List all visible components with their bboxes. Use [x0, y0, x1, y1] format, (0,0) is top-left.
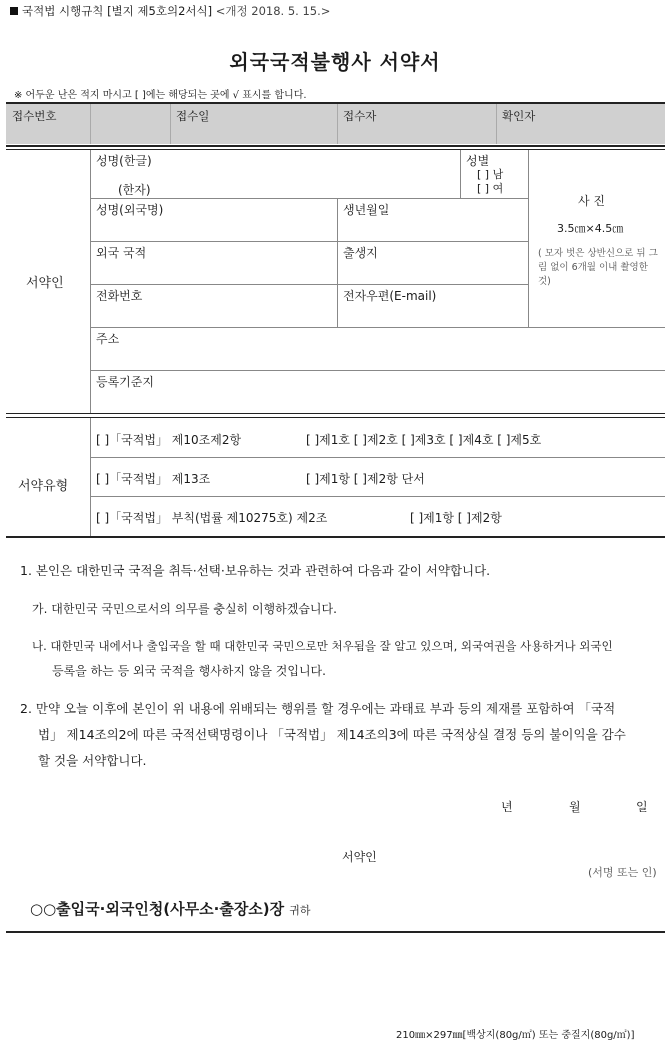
registry-label: 등록기준지: [96, 375, 154, 389]
date-year-label: 년: [501, 800, 513, 814]
birthplace-label: 출생지: [343, 246, 378, 260]
sex-female-checkbox[interactable]: [ ] 여: [477, 182, 504, 195]
square-bullet-icon: [10, 7, 18, 15]
divider: [337, 104, 338, 144]
divider: [90, 104, 91, 144]
honorific: 귀하: [289, 904, 311, 917]
row-line: [90, 370, 665, 371]
confirmer-label: 확인자: [502, 109, 536, 123]
name-korean-label: 성명(한글): [96, 154, 152, 168]
rule: [6, 536, 665, 538]
divider: [460, 150, 461, 198]
name-foreign-label: 성명(외국명): [96, 203, 164, 217]
pledge-type-section-label: 서약유형: [18, 479, 69, 494]
divider: [170, 104, 171, 144]
photo-title: 사 진: [578, 194, 605, 208]
sex-male-checkbox[interactable]: [ ] 남: [477, 168, 504, 181]
row-line: [90, 198, 528, 199]
receipt-row: [6, 102, 665, 144]
foreign-nationality-label: 외국 국적: [96, 246, 147, 260]
divider: [528, 150, 529, 327]
form-title: 외국국적불행사 서약서: [229, 50, 441, 74]
sex-label: 성별: [466, 154, 490, 168]
pledge-type-options-2[interactable]: [ ]제1항 [ ]제2항 단서: [306, 472, 425, 486]
row-line: [90, 327, 665, 328]
signature-label: 서약인: [342, 850, 377, 864]
row-line: [90, 284, 528, 285]
pledge-type-article-3[interactable]: [ ]「국적법」 부칙(법률 제10275호) 제2조: [96, 511, 328, 525]
signature-note: (서명 또는 인): [588, 866, 657, 879]
pledgor-section-label: 서약인: [26, 276, 64, 291]
statement-1a: 가. 대한민국 국민으로서의 의무를 충실히 이행하겠습니다.: [32, 602, 337, 616]
pledge-type-options-1[interactable]: [ ]제1호 [ ]제2호 [ ]제3호 [ ]제4호 [ ]제5호: [306, 433, 542, 447]
rule-bottom: [6, 931, 665, 933]
receiver-label: 접수자: [343, 109, 377, 123]
pledge-type-article-2[interactable]: [ ]「국적법」 제13조: [96, 472, 211, 486]
date-month-label: 월: [569, 800, 581, 814]
row-line: [90, 496, 665, 497]
birthdate-label: 생년월일: [343, 203, 390, 217]
rule: [6, 145, 665, 147]
paper-spec: 210㎜×297㎜[백상지(80g/㎡) 또는 중질지(80g/㎡)]: [396, 1030, 635, 1041]
pledge-type-article-1[interactable]: [ ]「국적법」 제10조제2항: [96, 433, 242, 447]
statement-1: 1. 본인은 대한민국 국적을 취득·선택·보유하는 것과 관련하여 다음과 같이 서약합니다.: [20, 563, 491, 578]
name-hanja-label: (한자): [118, 183, 151, 197]
date-day-label: 일: [636, 800, 648, 814]
statement-2-line1: 2. 만약 오늘 이후에 본인이 위 내용에 위배되는 행위를 할 경우에는 과태료 부과 등의 제재를 포함하여 「국적: [20, 701, 616, 716]
phone-label: 전화번호: [96, 289, 143, 303]
receipt-number-label: 접수번호: [12, 109, 57, 123]
statement-2-line2: 법」 제14조의2에 따른 국적선택명령이나 「국적법」 제14조의3에 따른 국적상실 결정 등의 불이익을 감수: [38, 727, 626, 742]
rule: [6, 417, 665, 418]
regulation-reference: 국적법 시행규칙 [별지 제5호의2서식]: [22, 4, 213, 18]
divider: [90, 418, 91, 536]
pledge-type-options-3[interactable]: [ ]제1항 [ ]제2항: [410, 511, 502, 525]
instruction-note: ※ 어두운 난은 적지 마시고 [ ]에는 해당되는 곳에 √ 표시를 합니다.: [14, 90, 307, 101]
rule: [6, 413, 665, 414]
statement-1b-line1: 나. 대한민국 내에서나 출입국을 할 때 대한민국 국민으로만 처우됨을 잘 알고 있으며, 외국여권을 사용하거나 외국인: [32, 639, 613, 653]
address-label: 주소: [96, 332, 120, 346]
photo-note: ( 모자 벗은 상반신으로 뒤 그림 없이 6개월 이내 촬영한 것): [538, 248, 658, 287]
recipient-line: [30, 898, 311, 919]
rule-top: [6, 102, 665, 104]
email-label: 전자우편(E-mail): [343, 289, 437, 303]
photo-size: 3.5㎝×4.5㎝: [557, 222, 624, 235]
divider: [337, 198, 338, 327]
row-line: [90, 457, 665, 458]
rule: [6, 149, 665, 150]
statement-2-line3: 할 것을 서약합니다.: [38, 753, 147, 768]
statement-1b-line2: 등록을 하는 등 외국 국적을 행사하지 않을 것입니다.: [52, 664, 326, 678]
row-line: [90, 241, 528, 242]
recipient: ○○출입국·외국인청(사무소·출장소)장: [30, 900, 285, 918]
regulation-note: [10, 3, 330, 19]
divider: [90, 150, 91, 413]
revision-date: <개정 2018. 5. 15.>: [215, 4, 331, 18]
receipt-date-label: 접수일: [176, 109, 210, 123]
divider: [496, 104, 497, 144]
